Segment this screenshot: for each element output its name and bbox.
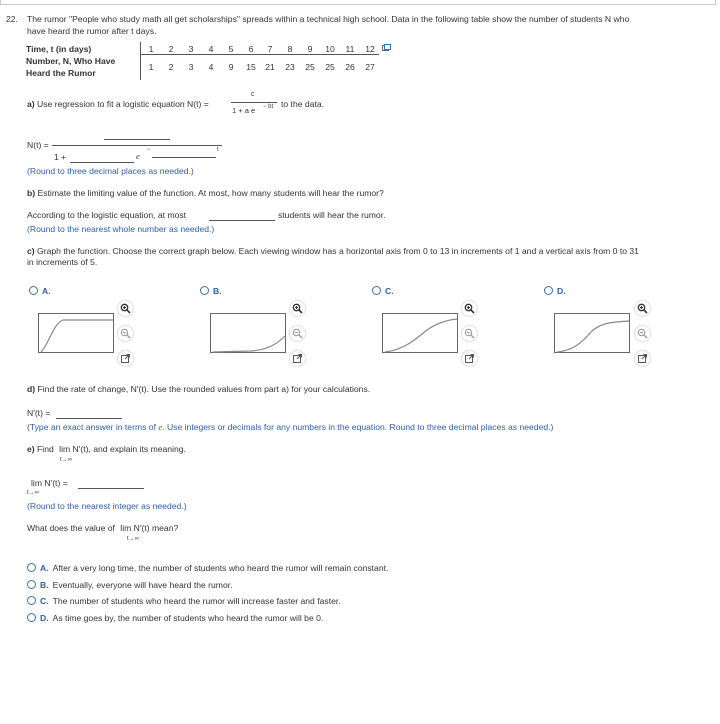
n-value-cell: 21	[265, 62, 275, 72]
graph-option-c[interactable]	[372, 286, 398, 296]
t-value-cell: 1	[148, 44, 154, 54]
a-input[interactable]	[70, 162, 134, 163]
n-value-cell: 27	[365, 62, 375, 72]
n-value-cell: 3	[188, 62, 194, 72]
part-d-hint: (Type an exact answer in terms of e. Use integers or decimals for any numbers in the equation. Round to three decimal places as needed.)	[27, 422, 554, 432]
answer-func: N′(t) =	[44, 478, 68, 488]
part-e-hint: (Round to the nearest integer as needed.)	[27, 501, 187, 511]
graph-d	[554, 313, 630, 353]
graph-c	[382, 313, 458, 353]
part-c-prompt-line2: in increments of 5.	[27, 257, 98, 267]
radio-d[interactable]	[544, 286, 553, 295]
t-value-cell: 5	[228, 44, 234, 54]
part-a-prompt: Use regression to fit a logistic equation N(t) =	[37, 99, 209, 109]
t-value-cell: 12	[365, 44, 375, 54]
question-text-line2: have heard the rumor after t days.	[27, 26, 157, 36]
logistic-denominator: 1 + a e	[232, 106, 256, 115]
table-row-divider	[141, 54, 379, 55]
part-a-suffix: to the data.	[281, 99, 325, 109]
n-value-cell: 15	[246, 62, 256, 72]
zoom-in-icon[interactable]	[290, 301, 305, 316]
t-value-cell: 3	[188, 44, 194, 54]
part-e-lim: lim	[59, 444, 71, 454]
graph-b	[210, 313, 286, 353]
t-value-cell: 6	[248, 44, 254, 54]
limit-input[interactable]	[78, 488, 144, 489]
logistic-fraction-bar	[231, 102, 277, 103]
choice-a-radio[interactable]	[27, 563, 36, 572]
e-symbol: e	[136, 151, 140, 161]
meaning-func: N′(t) mean?	[133, 523, 179, 533]
t-value-cell: 8	[287, 44, 293, 54]
zoom-out-icon[interactable]	[290, 326, 305, 341]
popout-icon[interactable]	[118, 351, 133, 366]
n-prime-label: N′(t) =	[27, 408, 51, 418]
part-e-find: Find	[37, 444, 54, 454]
zoom-out-icon[interactable]	[635, 326, 650, 341]
choice-c[interactable]: C. The number of students who heard the rumor will increase faster and faster.	[27, 596, 341, 606]
option-c-letter: C.	[385, 286, 394, 296]
part-b-answer-suffix: students will hear the rumor.	[278, 210, 386, 220]
choice-b-radio[interactable]	[27, 580, 36, 589]
t-value-cell: 9	[307, 44, 313, 54]
n-value-cell: 4	[208, 62, 214, 72]
part-c-prompt-line1: Graph the function. Choose the correct graph below. Each viewing window has a horizontal axis from 0 to 13 in increments of 1 and a vertical axis from 0 to 31	[37, 246, 639, 256]
option-b-letter: B.	[213, 286, 222, 296]
part-e-subscript: t→∞	[60, 457, 72, 463]
part-e-label: e)	[27, 444, 35, 454]
meaning-prefix: What does the value of	[27, 523, 115, 533]
n-value-cell: 23	[285, 62, 295, 72]
logistic-numerator: c	[251, 91, 255, 98]
part-b-label: b)	[27, 188, 36, 198]
t-value-cell: 4	[208, 44, 214, 54]
n-value-cell: 26	[345, 62, 355, 72]
zoom-in-icon[interactable]	[635, 301, 650, 316]
graph-a	[38, 313, 114, 353]
zoom-out-icon[interactable]	[118, 326, 133, 341]
exponent-t: t	[217, 147, 219, 153]
n-value-cell: 9	[228, 62, 234, 72]
part-c-label: c)	[27, 246, 35, 256]
popout-icon[interactable]	[290, 351, 305, 366]
choice-d-radio[interactable]	[27, 613, 36, 622]
exponent-minus: −	[147, 147, 151, 153]
question-number: 22.	[6, 14, 18, 24]
t-value-cell: 11	[345, 44, 355, 54]
popout-icon[interactable]	[462, 351, 477, 366]
answer-subscript: t→∞	[27, 490, 39, 496]
part-b-hint: (Round to the nearest whole number as needed.)	[27, 224, 215, 234]
question-text-line1: The rumor "People who study math all get scholarships" spreads within a technical high school. Data in the following table show the number of students N who	[27, 14, 630, 24]
t-value-cell: 7	[267, 44, 273, 54]
choice-a[interactable]: A. After a very long time, the number of students who heard the rumor will remain constant.	[27, 563, 388, 573]
choice-b[interactable]: B. Eventually, everyone will have heard the rumor.	[27, 580, 233, 590]
logistic-exponent: − bt	[263, 104, 274, 110]
zoom-in-icon[interactable]	[462, 301, 477, 316]
part-a-hint: (Round to three decimal places as needed.)	[27, 166, 194, 176]
graph-option-a[interactable]	[29, 286, 55, 296]
radio-c[interactable]	[372, 286, 381, 295]
part-d-label: d)	[27, 384, 36, 394]
time-label: Time, t (in days)	[26, 44, 92, 54]
table-popout-icon[interactable]	[382, 44, 391, 52]
c-input[interactable]	[104, 139, 170, 140]
n-value-cell: 25	[325, 62, 335, 72]
graph-option-b[interactable]	[200, 286, 226, 296]
n-value-cell: 1	[148, 62, 154, 72]
radio-a[interactable]	[29, 286, 38, 295]
popout-icon[interactable]	[635, 351, 650, 366]
zoom-in-icon[interactable]	[118, 301, 133, 316]
part-a-label: a)	[27, 99, 35, 109]
data-table	[26, 42, 386, 82]
part-b-prompt: Estimate the limiting value of the function. At most, how many students will hear the rumor?	[37, 188, 384, 198]
number-label-line1: Number, N, Who Have	[26, 56, 116, 66]
n-prime-input[interactable]	[56, 418, 122, 419]
meaning-lim: lim	[120, 523, 132, 533]
option-a-letter: A.	[42, 286, 51, 296]
one-plus-label: 1 +	[54, 152, 67, 162]
part-d-prompt: Find the rate of change, N′(t). Use the rounded values from part a) for your calculations.	[37, 384, 371, 394]
answer-fraction-bar	[52, 145, 222, 146]
t-value-cell: 2	[168, 44, 174, 54]
part-b-answer-prefix: According to the logistic equation, at most	[27, 210, 187, 220]
meaning-subscript: t→∞	[127, 536, 139, 542]
graph-option-d[interactable]	[544, 286, 570, 296]
top-frame	[0, 0, 716, 5]
radio-b[interactable]	[200, 286, 209, 295]
n-value-cell: 25	[305, 62, 315, 72]
part-e-func: N′(t), and explain its meaning.	[72, 444, 186, 454]
n-value-cell: 2	[168, 62, 174, 72]
limiting-value-input[interactable]	[209, 220, 275, 221]
table-divider	[140, 42, 141, 80]
n-of-t-label: N(t) =	[27, 140, 49, 150]
number-label-line2: Heard the Rumor	[26, 68, 96, 78]
choice-c-radio[interactable]	[27, 596, 36, 605]
option-d-letter: D.	[557, 286, 566, 296]
t-value-cell: 10	[325, 44, 335, 54]
choice-d[interactable]: D. As time goes by, the number of students who heard the rumor will be 0.	[27, 613, 323, 623]
answer-lim: lim	[31, 478, 42, 488]
zoom-out-icon[interactable]	[462, 326, 477, 341]
b-input[interactable]	[152, 157, 216, 158]
